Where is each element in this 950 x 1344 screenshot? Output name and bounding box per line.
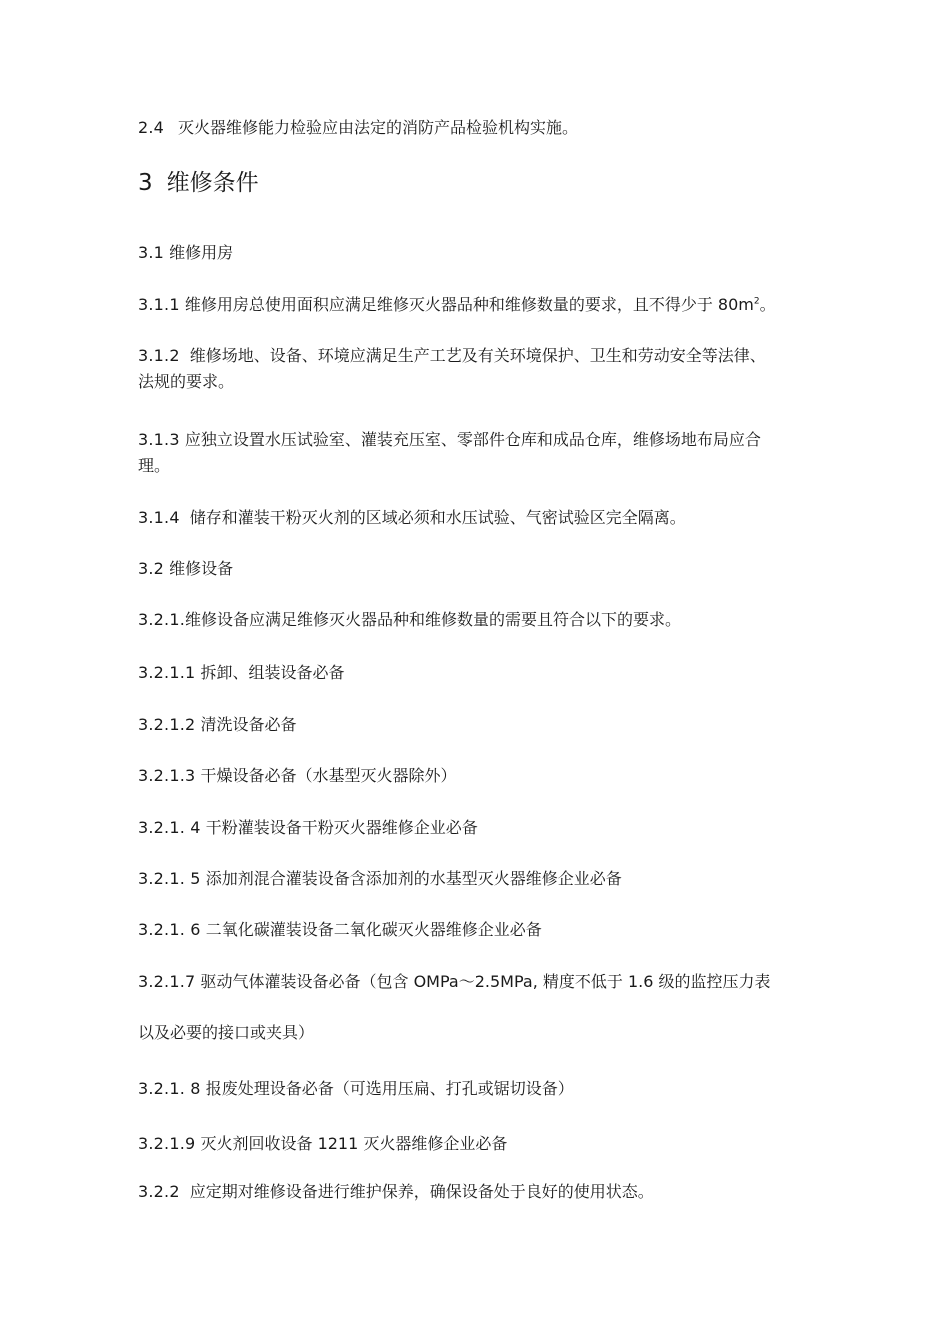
clause-text-line2: 以及必要的接口或夹具） <box>138 1023 315 1042</box>
heading-number: 3 <box>138 170 153 196</box>
paragraph-3-2-1-9 <box>138 1131 818 1157</box>
paragraph-3-2-1-7 <box>138 969 818 995</box>
paragraph-3-1-2 <box>138 343 818 369</box>
clause-number: 3.2.1. 8 <box>138 1079 201 1098</box>
paragraph-3-2-1-8 <box>138 1076 818 1102</box>
clause-text: 干粉灌装设备干粉灭火器维修企业必备 <box>205 818 478 837</box>
clause-number: 3.2 <box>138 559 165 578</box>
clause-text: 干燥设备必备（水基型灭火器除外） <box>200 766 457 785</box>
clause-number: 3.2.1.2 <box>138 715 196 734</box>
clause-text: 清洗设备必备 <box>200 715 297 734</box>
clause-number: 3.2.1.1 <box>138 663 196 682</box>
paragraph-3-2-1-3 <box>138 763 818 789</box>
section-heading-3 <box>138 168 818 198</box>
clause-number: 3.1.2 <box>138 346 180 365</box>
superscript: 2 <box>753 296 760 307</box>
clause-number: 3.2.1. <box>138 610 185 629</box>
clause-number: 3.2.1. 4 <box>138 818 201 837</box>
clause-number: 3.1.3 <box>138 430 180 449</box>
clause-number: 3.2.1.7 <box>138 972 196 991</box>
clause-text-line2: 法规的要求。 <box>138 372 235 391</box>
paragraph-2-4 <box>138 115 818 141</box>
clause-text: 拆卸、组装设备必备 <box>200 663 345 682</box>
clause-text-line1: 应独立设置水压试验室、灌装充压室、零部件仓库和成品仓库，维修场地布局应合 <box>184 430 761 449</box>
subsection-3-1 <box>138 240 818 266</box>
clause-text: 二氧化碳灌装设备二氧化碳灭火器维修企业必备 <box>205 920 542 939</box>
paragraph-3-1-1 <box>138 292 818 318</box>
clause-number: 3.1.4 <box>138 508 180 527</box>
paragraph-3-2-1-2 <box>138 712 818 738</box>
clause-text: 应定期对维修设备进行维护保养，确保设备处于良好的使用状态。 <box>189 1182 654 1201</box>
clause-text: 储存和灌装干粉灭火剂的区域必须和水压试验、气密试验区完全隔离。 <box>189 508 686 527</box>
paragraph-3-2-1 <box>138 607 818 633</box>
clause-number: 3.2.1.3 <box>138 766 196 785</box>
clause-text: 维修用房 <box>169 243 234 262</box>
clause-number: 3.2.1. 6 <box>138 920 201 939</box>
clause-number: 3.1.1 <box>138 295 180 314</box>
paragraph-3-2-1-6 <box>138 917 818 943</box>
heading-text: 维修条件 <box>166 170 259 196</box>
paragraph-3-2-1-5 <box>138 866 818 892</box>
clause-text-line2: 理。 <box>138 456 171 475</box>
clause-text: 添加剂混合灌装设备含添加剂的水基型灭火器维修企业必备 <box>205 869 622 888</box>
paragraph-3-1-4 <box>138 505 818 531</box>
clause-text: 灭火剂回收设备 1211 灭火器维修企业必备 <box>200 1134 508 1153</box>
clause-text: 灭火器维修能力检验应由法定的消防产品检验机构实施。 <box>178 118 579 137</box>
paragraph-3-2-1-7-cont <box>138 1020 818 1046</box>
paragraph-3-2-1-4 <box>138 815 818 841</box>
clause-text: 报废处理设备必备（可选用压扁、打孔或锯切设备） <box>205 1079 574 1098</box>
clause-text: 维修用房总使用面积应满足维修灭火器品种和维修数量的要求，且不得少于 80m <box>184 295 754 314</box>
paragraph-3-2-1-1 <box>138 660 818 686</box>
clause-text-line1: 驱动气体灌装设备必备（包含 OMPa〜2.5MPa, 精度不低于 1.6 级的监控压力表 <box>200 972 771 991</box>
paragraph-3-1-2-cont <box>138 369 818 395</box>
clause-number: 3.2.1.9 <box>138 1134 196 1153</box>
clause-number: 3.1 <box>138 243 165 262</box>
clause-text-line1: 维修场地、设备、环境应满足生产工艺及有关环境保护、卫生和劳动安全等法律、 <box>189 346 766 365</box>
clause-text: 维修设备应满足维修灭火器品种和维修数量的需要且符合以下的要求。 <box>185 610 682 629</box>
clause-number: 2.4 <box>138 118 165 137</box>
clause-number: 3.2.1. 5 <box>138 869 201 888</box>
clause-number: 3.2.2 <box>138 1182 180 1201</box>
clause-text: 维修设备 <box>169 559 234 578</box>
subsection-3-2 <box>138 556 818 582</box>
paragraph-3-2-2 <box>138 1179 818 1205</box>
clause-end: 。 <box>759 295 776 314</box>
paragraph-3-1-3-cont <box>138 453 818 479</box>
paragraph-3-1-3 <box>138 427 818 453</box>
